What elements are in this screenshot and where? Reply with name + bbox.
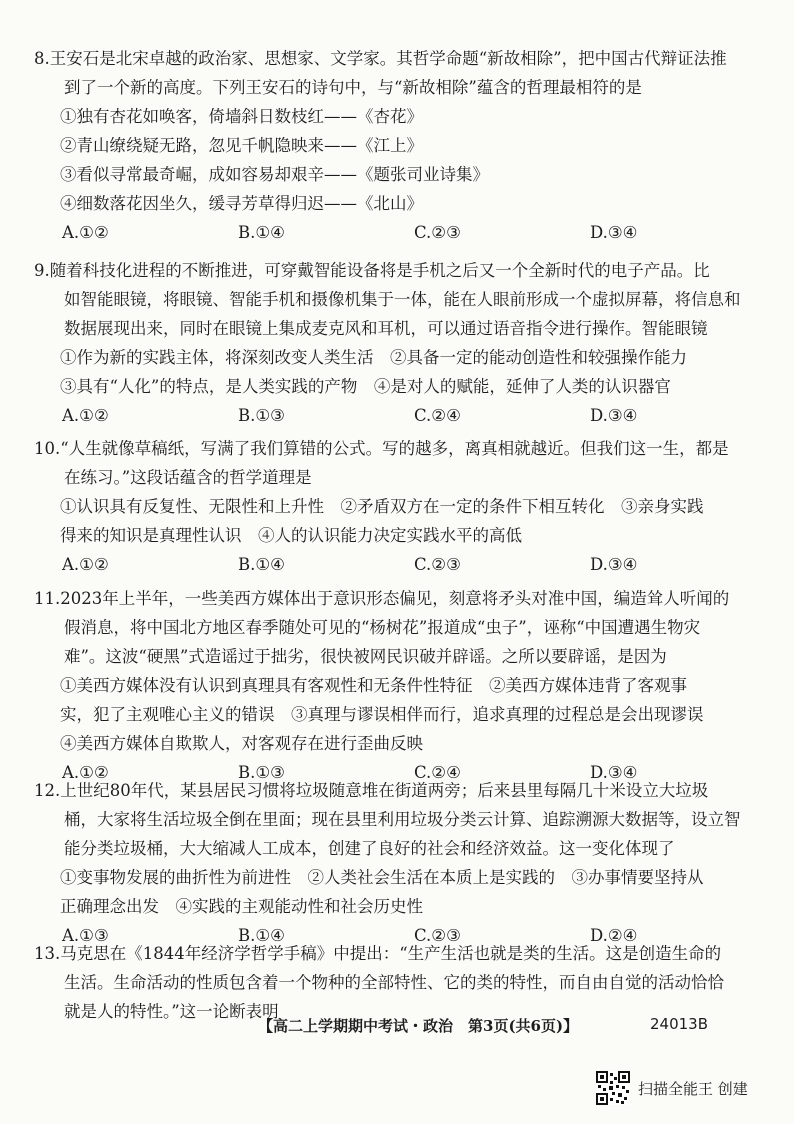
choice-item: ①作为新的实践主体，将深刻改变人类生活 ②具备一定的能动创造性和较强操作能力	[60, 348, 687, 367]
option-d[interactable]: D.②④	[590, 926, 638, 945]
choice-item: ①变事物发展的曲折性为前进性 ②人类社会生活在本质上是实践的 ③办事情要坚持从	[60, 868, 704, 887]
option-d[interactable]: D.③④	[590, 555, 638, 574]
stem-line: 10.“人生就像草稿纸，写满了我们算错的公式。写的越多，离真相就越近。但我们这一生，都是	[34, 439, 729, 458]
answer-options	[34, 401, 776, 430]
stem-line: 假消息，将中国北方地区春季随处可见的“杨树花”报道成“虫子”，诬称“中国遭遇生物灾	[64, 618, 701, 637]
option-a[interactable]: A.①②	[62, 763, 109, 782]
stem-line: 生活。生命活动的性质包含着一个物种的全部特性、它的类的特性，而自由自觉的活动恰恰	[64, 973, 724, 992]
stem-line: 如智能眼镜，将眼镜、智能手机和摄像机集于一体，能在人眼前形成一个虚拟屏幕，将信息和	[64, 290, 741, 309]
option-d[interactable]: D.③④	[590, 763, 638, 782]
option-b[interactable]: B.①③	[238, 406, 285, 425]
stem-line: 能分类垃圾桶，大大缩减人工成本，创建了良好的社会和经济效益。这一变化体现了	[64, 839, 675, 858]
option-b[interactable]: B.①④	[238, 555, 285, 574]
stem-line: 11.2023年上半年，一些美西方媒体出于意识形态偏见，刻意将矛头对准中国，编造耸人听闻的	[34, 589, 730, 608]
option-c[interactable]: C.②③	[414, 555, 461, 574]
choice-item: ③看似寻常最奇崛，成如容易却艰辛——《题张司业诗集》	[60, 165, 489, 184]
stem-line: 8.王安石是北宋卓越的政治家、思想家、文学家。其哲学命题“新故相除”，把中国古代辩证法推	[34, 49, 727, 68]
paper-code: 24013B	[650, 1015, 709, 1033]
stem-line: 就是人的特性。”这一论断表明	[64, 1002, 279, 1021]
option-d[interactable]: D.③④	[590, 223, 638, 242]
choice-item: ②青山缭绕疑无路，忽见千帆隐映来——《江上》	[60, 136, 423, 155]
stem-line: 12.上世纪80年代，某县居民习惯将垃圾随意堆在街道两旁；后来县里每隔几十米设立大垃圾	[34, 781, 709, 800]
qr-code-icon	[596, 1071, 630, 1105]
choice-item: ①美西方媒体没有认识到真理具有客观性和无条件性特征 ②美西方媒体违背了客观事	[60, 676, 687, 695]
option-a[interactable]: A.①③	[62, 926, 109, 945]
stem-line: 数据展现出来，同时在眼镜上集成麦克风和耳机，可以通过语音指令进行操作。智能眼镜	[64, 319, 708, 338]
question-11	[34, 584, 776, 787]
scanner-watermark	[596, 1071, 748, 1105]
answer-options	[34, 550, 776, 579]
option-d[interactable]: D.③④	[590, 406, 638, 425]
stem-line: 难”。这波“硬黑”式造谣过于拙劣，很快被网民识破并辟谣。之所以要辟谣，是因为	[64, 647, 667, 666]
choice-item: ①独有杏花如唤客，倚墙斜日数枝红——《杏花》	[60, 107, 423, 126]
scanner-label: 扫描全能王 创建	[638, 1079, 748, 1098]
footer-title: 【高二上学期期中考试・政治 第3页(共6页)】	[258, 1017, 579, 1035]
stem-line: 9.随着科技化进程的不断推进，可穿戴智能设备将是手机之后又一个全新时代的电子产品。比	[34, 261, 710, 280]
option-a[interactable]: A.①②	[62, 406, 109, 425]
question-12	[34, 776, 776, 950]
choice-item: ①认识具有反复性、无限性和上升性 ②矛盾双方在一定的条件下相互转化 ③亲身实践	[60, 497, 704, 516]
choice-item: 实，犯了主观唯心主义的错误 ③真理与谬误相伴而行，追求真理的过程总是会出现谬误	[60, 705, 704, 724]
option-a[interactable]: A.①②	[62, 555, 109, 574]
option-c[interactable]: C.②③	[414, 223, 461, 242]
choice-item: 得来的知识是真理性认识 ④人的认识能力决定实践水平的高低	[60, 526, 522, 545]
option-b[interactable]: B.①④	[238, 926, 285, 945]
option-a[interactable]: A.①②	[62, 223, 109, 242]
option-b[interactable]: B.①④	[238, 223, 285, 242]
option-c[interactable]: C.②④	[414, 763, 461, 782]
page-footer	[0, 1015, 794, 1037]
question-13	[34, 939, 776, 1026]
choice-item: 正确理念出发 ④实践的主观能动性和社会历史性	[60, 897, 423, 916]
answer-options	[34, 218, 776, 247]
stem-line: 桶，大家将生活垃圾全倒在里面；现在县里利用垃圾分类云计算、追踪溯源大数据等，设立智	[64, 810, 741, 829]
stem-line: 13.马克思在《1844年经济学哲学手稿》中提出：“生产生活也就是类的生活。这是创造生命的	[34, 944, 722, 963]
option-b[interactable]: B.①③	[238, 763, 285, 782]
choice-item: ③具有“人化”的特点，是人类实践的产物 ④是对人的赋能，延伸了人类的认识器官	[60, 377, 671, 396]
question-10	[34, 434, 776, 579]
stem-line: 到了一个新的高度。下列王安石的诗句中，与“新故相除”蕴含的哲理最相符的是	[64, 78, 642, 97]
choice-item: ④美西方媒体自欺欺人，对客观存在进行歪曲反映	[60, 734, 423, 753]
choice-item: ④细数落花因坐久，缓寻芳草得归迟——《北山》	[60, 194, 423, 213]
question-8	[34, 44, 776, 247]
question-9	[34, 256, 776, 430]
stem-line: 在练习。”这段话蕴含的哲学道理是	[64, 468, 312, 487]
option-c[interactable]: C.②③	[414, 926, 461, 945]
option-c[interactable]: C.②④	[414, 406, 461, 425]
